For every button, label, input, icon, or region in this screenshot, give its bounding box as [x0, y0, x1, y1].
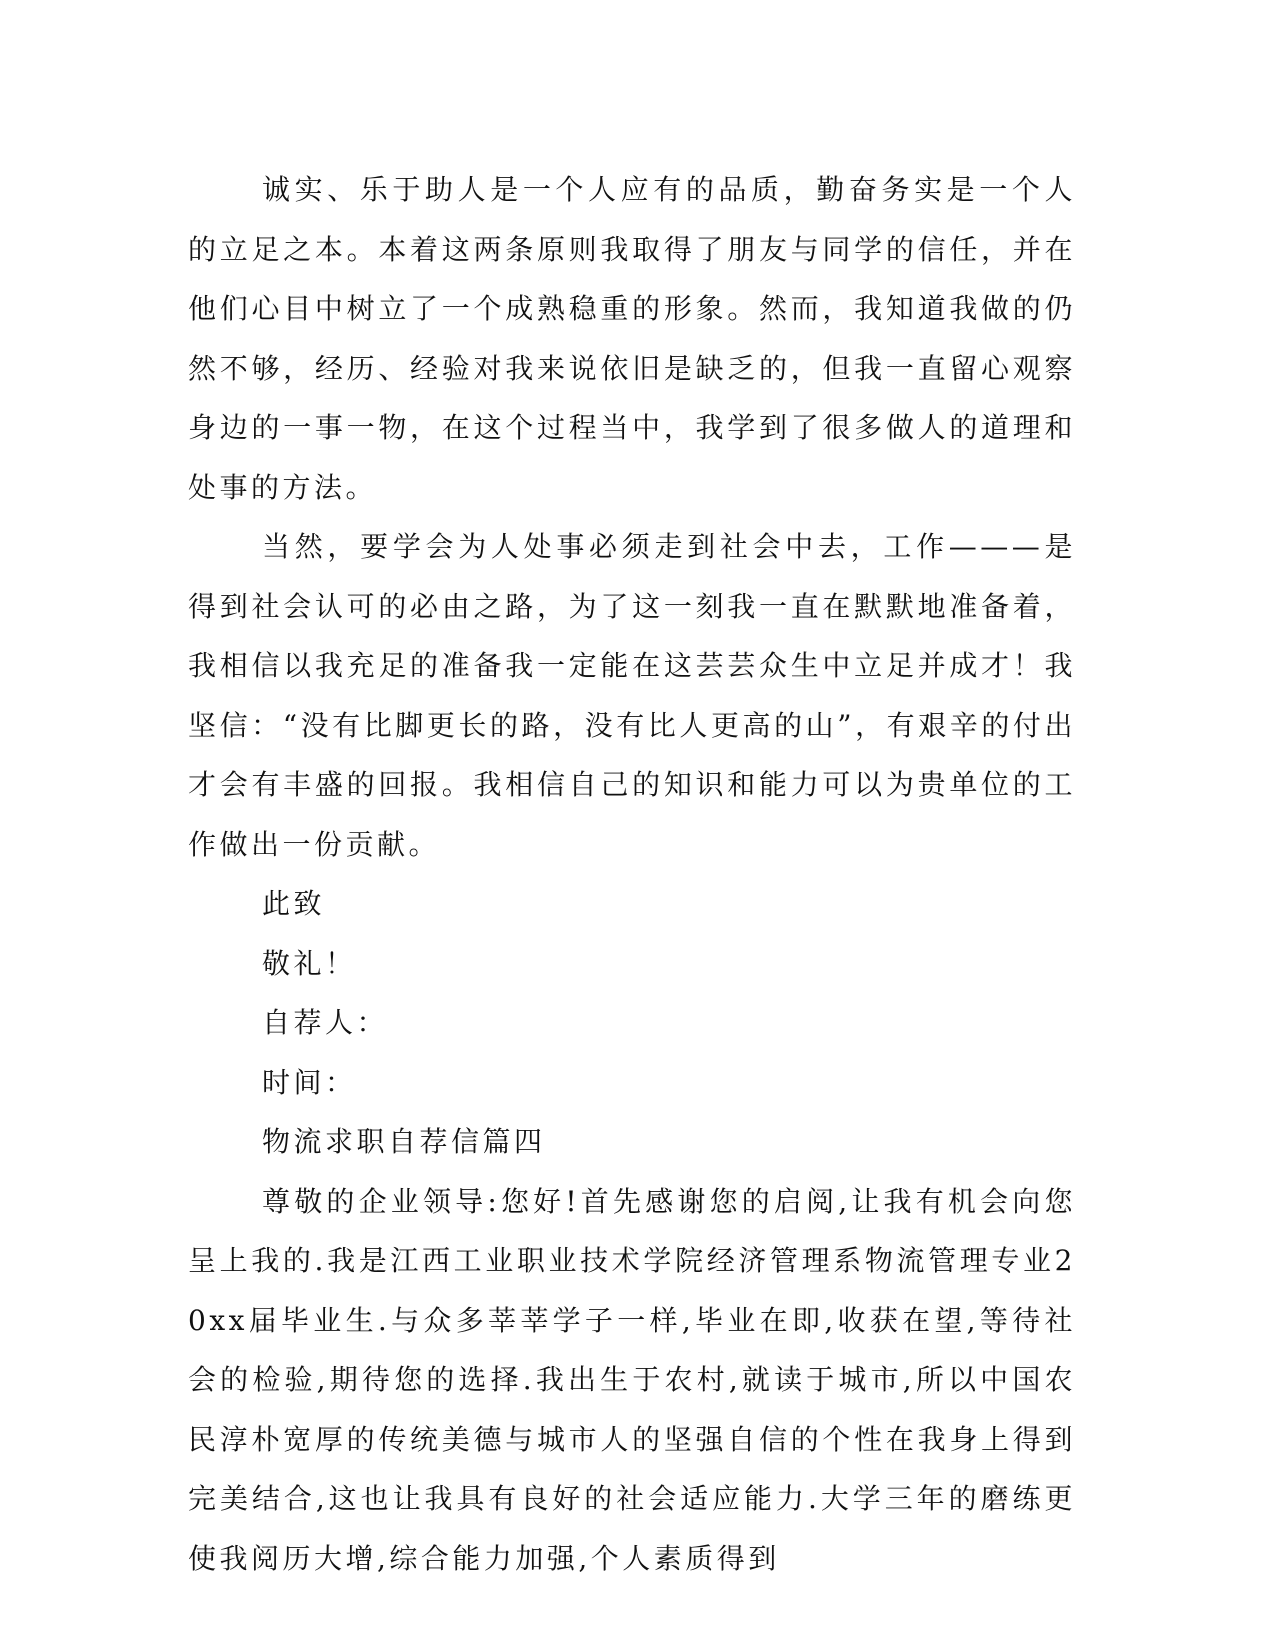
document-body: [188, 160, 1076, 1588]
section-heading: 物流求职自荐信篇四: [262, 1125, 546, 1158]
closing-salutation: 此致: [262, 887, 326, 920]
date-label: 时间：: [262, 1065, 357, 1099]
paragraph-society: 当然，要学会为人处事必须走到社会中去，工作———是得到社会认可的必由之路，为了这一刻我一直在默默地准备着，我相信以我充足的准备我一定能在这芸芸众生中立足并成才！我坚信：“没有比脚更长的路，没有比人更高的山”，有艰辛的付出才会有丰盛的回报。我相信自己的知识和能力可以为贵单位的工作做出一份贡献。: [188, 530, 1076, 861]
closing-regards: 敬礼！: [262, 946, 357, 980]
signature-label: 自荐人：: [262, 1006, 389, 1039]
paragraph-honesty: 诚实、乐于助人是一个人应有的品质，勤奋务实是一个人的立足之本。本着这两条原则我取得了朋友与同学的信任，并在他们心目中树立了一个成熟稳重的形象。然而，我知道我做的仍然不够，经历、经验对我来说依旧是缺乏的，但我一直留心观察身边的一事一物，在这个过程当中，我学到了很多做人的道理和处事的方法。: [188, 173, 1076, 504]
paragraph-cover-letter: 尊敬的企业领导:您好!首先感谢您的启阅,让我有机会向您呈上我的.我是江西工业职业技术学院经济管理系物流管理专业20xx届毕业生.与众多莘莘学子一样,毕业在即,收获在望,等待社会的检验,期待您的选择.我出生于农村,就读于城市,所以中国农民淳朴宽厚的传统美德与城市人的坚强自信的个性在我身上得到完美结合,这也让我具有良好的社会适应能力.大学三年的磨练更使我阅历大增,综合能力加强,个人素质得到: [188, 1184, 1076, 1575]
